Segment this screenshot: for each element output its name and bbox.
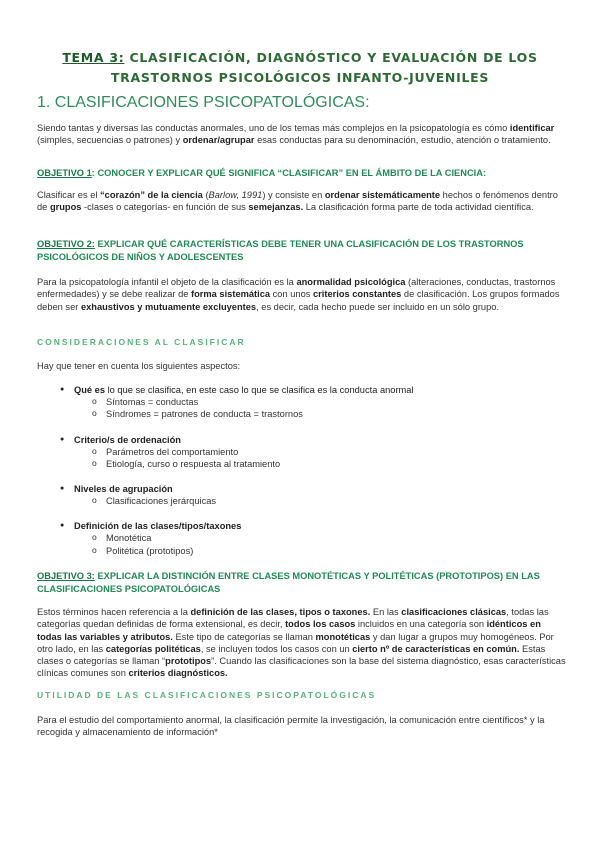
utilidad-paragraph: Para el estudio del comportamiento anormal, la clasificación permite la investigación, la comunicación entre científicos* y la recogida y almacenamiento de información* <box>37 715 545 738</box>
text-run: ( <box>202 190 209 200</box>
sub-bullet-item: o Clasificaciones jerárquicas <box>92 495 540 507</box>
text-run: Este tipo de categorías se llaman <box>172 631 316 642</box>
bullet-item <box>60 434 540 446</box>
bold-text: idénticos en todas las variables y atributos. <box>37 619 541 642</box>
bullet-label: Qué es <box>74 385 106 395</box>
bold-text: identificar <box>509 123 555 133</box>
objetivo-2-heading <box>37 238 567 263</box>
text-run: -clases o categorías- en función de sus <box>81 202 249 213</box>
consideracion-item <box>60 483 540 507</box>
sub-bullet-item: o Parámetros del comportamiento <box>92 446 540 458</box>
objetivo-1-heading <box>37 167 567 180</box>
text-run: (simples, secuencias o patrones) y <box>37 135 183 146</box>
objetivo-1-text: : CONOCER Y EXPLICAR QUÉ SIGNIFICA “CLASIFICAR” EN EL ÁMBITO DE LA CIENCIA: <box>91 168 487 178</box>
objetivo-3-label: OBJETIVO 3: <box>37 571 95 581</box>
bold-text: definición de las clases, tipos o taxones. <box>190 607 371 617</box>
bold-text: anormalidad psicológica <box>296 277 406 287</box>
text-run: Siendo tantas y diversas las conductas anormales, uno de los temas más complejos en la psicopatología es cómo <box>37 123 510 133</box>
bold-text: “corazón” de la ciencia <box>100 190 203 200</box>
text-run: ) y consiste en <box>262 190 325 200</box>
sub-bullet-item: o Síndromes = patrones de conducta = trastornos <box>92 408 540 420</box>
bold-text: categorías politéticas <box>105 643 201 654</box>
bullet-label: Criterio/s de ordenación <box>74 434 181 445</box>
bold-text: exhaustivos y mutuamente excluyentes <box>80 301 257 312</box>
text-run: Clasificar es el <box>37 190 101 200</box>
objetivo-1-label: OBJETIVO 1 <box>37 168 92 178</box>
objetivo-3-heading <box>37 570 567 595</box>
bullet-text: lo que se clasifica, en este caso lo que se clasifica es la conducta anormal <box>105 385 414 395</box>
consideracion-item <box>60 384 540 421</box>
text-run: con unos <box>270 289 313 300</box>
consideraciones-list <box>60 384 540 570</box>
objetivo-1-paragraph <box>37 189 567 214</box>
section-heading: 1. CLASIFICACIONES PSICOPATOLÓGICAS: <box>37 94 370 111</box>
text-run: , se incluyen todos los casos con un <box>200 643 353 654</box>
text-run: La clasificación forma parte de toda actividad científica. <box>303 202 534 213</box>
section-intro-paragraph <box>37 122 567 147</box>
consideraciones-heading: CONSIDERACIONES AL CLASIFICAR <box>37 337 246 347</box>
utilidad-heading: UTILIDAD DE LAS CLASIFICACIONES PSICOPATOLÓGICAS <box>37 690 377 700</box>
sub-bullet-item: o Politética (prototipos) <box>92 545 540 557</box>
objetivo-2-text: EXPLICAR QUÉ CARACTERÍSTICAS DEBE TENER UNA CLASIFICACIÓN DE LOS TRASTORNOS PSICOLÓGICOS DE NIÑOS Y ADOLESCENTES <box>37 239 524 262</box>
text-run: ”. Cuando las clasificaciones son la base del sistema diagnóstico, esas características clínicas comunes son <box>37 656 566 679</box>
objetivo-2-paragraph <box>37 276 567 313</box>
bullet-label: Definición de las clases/tipos/taxones <box>74 521 242 532</box>
consideracion-item <box>60 434 540 471</box>
bold-text: criterios constantes <box>312 289 402 300</box>
text-run: (alteraciones, conductas, trastornos enfermedades) y se debe realizar de <box>37 277 556 300</box>
bold-text: criterios diagnósticos. <box>128 668 228 679</box>
citation-text: Barlow, 1991 <box>208 190 263 200</box>
sub-bullet-item: o Síntomas = conductas <box>92 396 540 408</box>
text-run: En las <box>370 607 402 617</box>
bold-text: monotéticas <box>315 631 371 642</box>
sub-bullet-item: o Etiología, curso o respuesta al tratamiento <box>92 458 540 470</box>
bold-text: prototipos <box>165 656 212 667</box>
sub-bullet-item: o Monotética <box>92 532 540 544</box>
text-run: hechos o fenómenos dentro de <box>37 190 558 213</box>
bullet-item <box>60 483 540 495</box>
page-title <box>40 48 560 88</box>
bold-text: forma sistemática <box>191 289 271 300</box>
text-run: esas conductas para su denominación, estudio, atención o tratamiento. <box>254 135 551 146</box>
bullet-item <box>60 520 540 532</box>
objetivo-3-text: EXPLICAR LA DISTINCIÓN ENTRE CLASES MONOTÉTICAS Y POLITÉTICAS (PROTOTIPOS) EN LAS CLASIFICACIONES PSICOPATOLÓGICAS <box>37 571 540 594</box>
consideracion-item <box>60 520 540 557</box>
text-run: incluidos en una categoría son <box>355 619 487 630</box>
objetivo-2-label: OBJETIVO 2: <box>37 239 95 249</box>
bold-text: ordenar sistemáticamente <box>324 190 441 200</box>
bold-text: clasificaciones clásicas <box>401 607 507 617</box>
text-run: Estas clases o categorías se llaman “ <box>37 643 546 667</box>
bullet-label: Niveles de agrupación <box>74 484 173 495</box>
text-run: , es decir, cada hecho puede ser incluido en un sólo grupo. <box>256 301 500 312</box>
consideraciones-intro: Hay que tener en cuenta los siguientes aspectos: <box>37 361 241 371</box>
text-run: y dan lugar a grupos muy homogéneos. Por otro lado, en las <box>37 631 554 654</box>
bold-text: ordenar/agrupar <box>182 135 255 146</box>
title-rest: CLASIFICACIÓN, DIAGNÓSTICO Y EVALUACIÓN DE LOS TRASTORNOS PSICOLÓGICOS INFANTO-JUVENILES <box>110 50 538 85</box>
text-run: de clasificación. Los grupos formados deben ser <box>37 289 560 312</box>
bold-text: grupos <box>49 202 82 213</box>
title-lead: TEMA 3: <box>62 50 125 65</box>
objetivo-3-paragraph <box>37 606 567 680</box>
bold-text: cierto nº de características en común. <box>352 643 520 654</box>
text-run: Estos términos hacen referencia a la <box>37 607 191 617</box>
bold-text: todos los casos <box>285 619 356 630</box>
text-run: , todas las categorías quedan definidas de forma extensional, es decir, <box>37 607 549 630</box>
bold-text: semejanzas. <box>248 202 304 213</box>
text-run: Para la psicopatología infantil el objeto de la clasificación es la <box>37 277 297 287</box>
bullet-item <box>60 384 540 396</box>
